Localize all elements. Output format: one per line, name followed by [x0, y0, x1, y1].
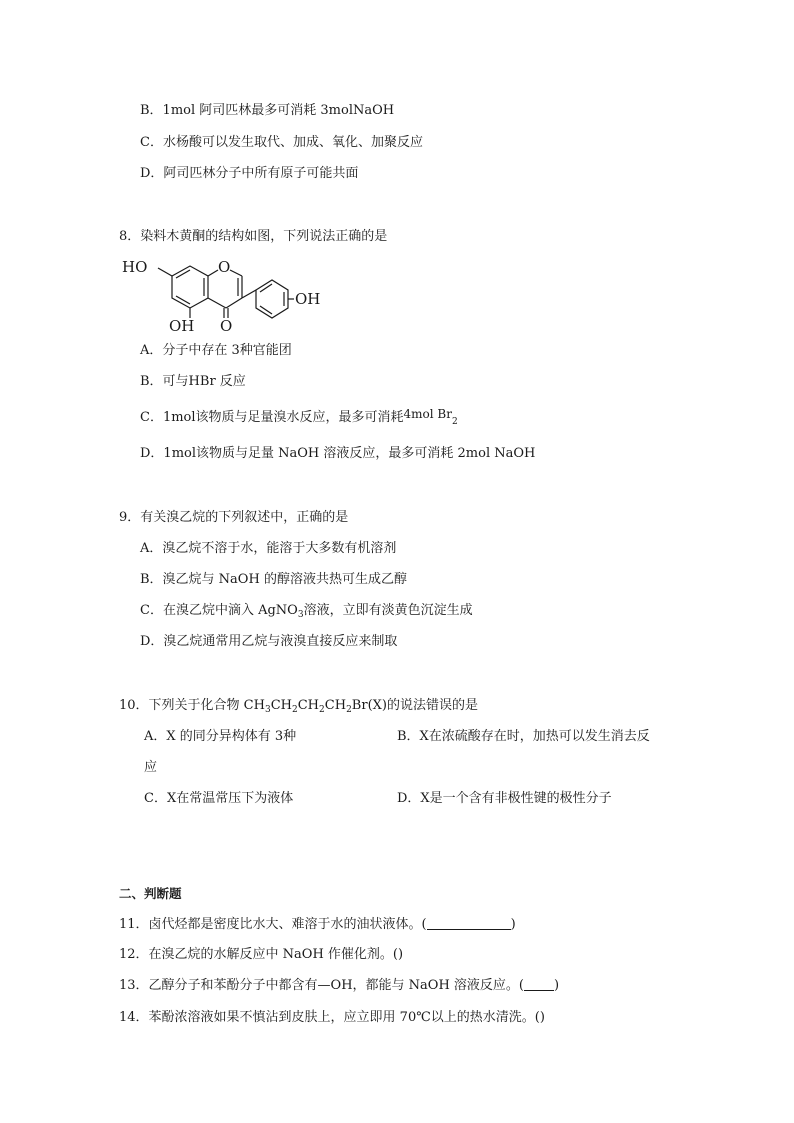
q10-stem-mid3: CH	[324, 698, 347, 713]
ring-a	[172, 266, 208, 308]
q13-paren-close: )	[554, 978, 560, 993]
q13-answer-blank[interactable]	[524, 976, 554, 991]
genistein-structure-diagram	[118, 250, 328, 338]
q9-option-c-post: 溶液，立即有淡黄色沉淀生成	[303, 603, 473, 618]
q10-stem-post: Br(X)的说法错误的是	[351, 698, 478, 713]
q10-option-b: B．X在浓硫酸存在时，加热可以发生消去反	[397, 729, 650, 744]
label-oh-bottom: OH	[169, 317, 195, 335]
q8-stem: 8．染料木黄酮的结构如图，下列说法正确的是	[119, 229, 388, 244]
q10-stem-mid1: CH	[270, 698, 292, 713]
label-ho-left: HO	[122, 258, 148, 276]
q13-statement	[119, 976, 559, 996]
q9-option-b: B．溴乙烷与 NaOH 的醇溶液共热可生成乙醇	[140, 572, 407, 587]
q10-option-d: D．X是一个含有非极性键的极性分子	[397, 791, 612, 806]
q7-option-c: C．水杨酸可以发生取代、加成、氧化、加聚反应	[140, 135, 423, 150]
q8-option-c-qty: 4mol Br	[403, 407, 452, 421]
q11-statement	[119, 915, 516, 935]
section-title-true-false: 二、判断题	[119, 886, 182, 901]
q10-option-c: C．X在常温常压下为液体	[144, 791, 294, 806]
q10-option-b-continued: 应	[144, 760, 158, 775]
q10-stem-sub3: 2	[319, 705, 325, 715]
q10-stem	[119, 696, 478, 716]
q9-option-c-sub: 3	[297, 610, 304, 620]
bond-c8a-o1	[208, 270, 218, 276]
q14-statement: 14．苯酚浓溶液如果不慎沾到皮肤上，应立即用 70℃以上的热水清洗。()	[119, 1010, 545, 1025]
q7-option-d: D．阿司匹林分子中所有原子可能共面	[140, 166, 359, 181]
q10-option-a: A．X 的同分异构体有 3种	[144, 729, 297, 744]
label-oh-right: OH	[295, 290, 321, 308]
q11-paren-close: )	[510, 917, 516, 932]
q8-option-a: A．分子中存在 3种官能团	[140, 343, 292, 358]
q10-stem-sub4: 2	[346, 705, 352, 715]
q9-option-d: D．溴乙烷通常用乙烷与液溴直接反应来制取	[140, 634, 398, 649]
q11-text: 11．卤代烃都是密度比水大、难溶于水的油状液体。(	[119, 917, 427, 932]
q10-stem-sub2: 2	[292, 705, 298, 715]
q12-statement: 12．在溴乙烷的水解反应中 NaOH 作催化剂。()	[119, 947, 404, 962]
q8-option-d: D．1mol该物质与足量 NaOH 溶液反应，最多可消耗 2mol NaOH	[140, 446, 536, 461]
q10-stem-pre: 10．下列关于化合物 CH	[119, 698, 265, 713]
q8-option-b: B．可与HBr 反应	[140, 374, 246, 389]
q10-stem-mid2: CH	[297, 698, 320, 713]
q8-option-c-text: C．1mol该物质与足量溴水反应，最多可消耗	[140, 410, 404, 425]
q9-stem: 9．有关溴乙烷的下列叙述中，正确的是	[119, 510, 349, 525]
ring-b	[256, 280, 288, 318]
label-o-ring: O	[218, 258, 231, 276]
q9-option-c-pre: C．在溴乙烷中滴入 AgNO	[140, 603, 298, 618]
q10-stem-sub1: 3	[264, 705, 271, 715]
q9-option-c	[140, 601, 473, 621]
q13-text: 13．乙醇分子和苯酚分子中都含有—OH，都能与 NaOH 溶液反应。(	[119, 978, 524, 993]
q8-option-c-sub: 2	[451, 417, 458, 427]
q9-option-a: A．溴乙烷不溶于水，能溶于大多数有机溶剂	[140, 541, 397, 556]
label-o-ketone: O	[220, 317, 233, 335]
q8-option-c	[140, 407, 458, 428]
q11-answer-blank[interactable]	[427, 915, 511, 930]
q7-option-b: B．1mol 阿司匹林最多可消耗 3molNaOH	[140, 103, 395, 118]
